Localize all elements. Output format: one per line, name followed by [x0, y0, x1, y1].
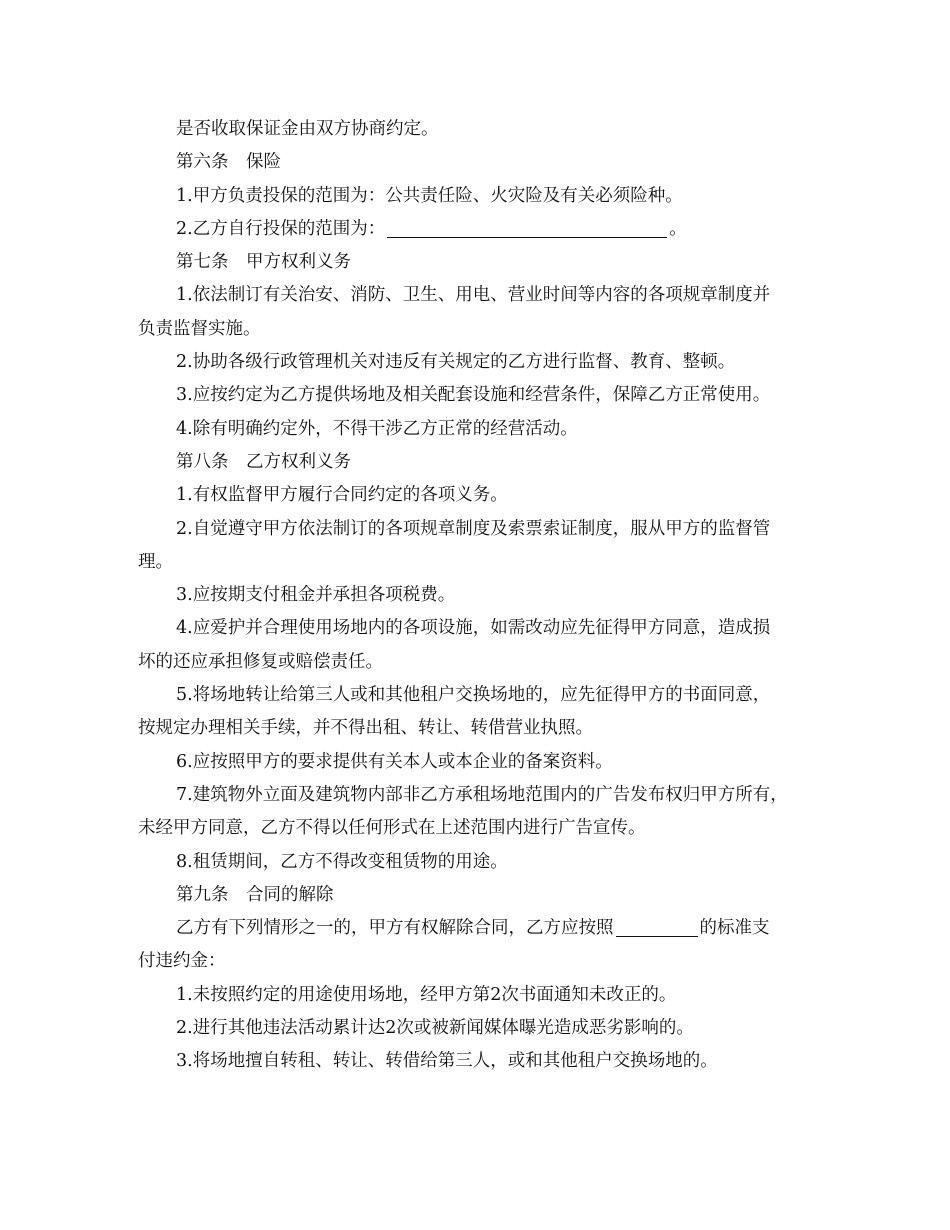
article-8-item-7-cont: 未经甲方同意，乙方不得以任何形式在上述范围内进行广告宣传。 — [138, 818, 646, 839]
article-8-item-3: 3.应按期支付租金并承担各项税费。 — [176, 585, 456, 606]
article-7-heading: 第七条 甲方权利义务 — [176, 252, 351, 273]
article-9-item-2: 2.进行其他违法活动累计达2次或被新闻媒体曝光造成恶劣影响的。 — [176, 1018, 694, 1039]
article-8-item-4-cont: 坏的还应承担修复或赔偿责任。 — [138, 651, 383, 672]
article-8-item-7: 7.建筑物外立面及建筑物内部非乙方承租场地范围内的广告发布权归甲方所有， — [176, 784, 788, 805]
article-8-item-5: 5.将场地转让给第三人或和其他租户交换场地的，应先征得甲方的书面同意， — [176, 685, 771, 706]
article-8-item-8: 8.租赁期间，乙方不得改变租赁物的用途。 — [176, 851, 508, 872]
article-9-item-1: 1.未按照约定的用途使用场地，经甲方第2次书面通知未改正的。 — [176, 984, 677, 1005]
article-6-heading: 第六条 保险 — [176, 152, 281, 173]
insurance-scope-blank — [387, 217, 667, 238]
article-9-intro-text: 乙方有下列情形之一的，甲方有权解除合同，乙方应按照 — [176, 918, 614, 939]
article-9-item-3: 3.将场地擅自转租、转让、转借给第三人，或和其他租户交换场地的。 — [176, 1051, 718, 1072]
article-8-item-4: 4.应爱护并合理使用场地内的各项设施，如需改动应先征得甲方同意，造成损 — [176, 618, 771, 639]
article-9-intro-cont: 付违约金： — [138, 951, 226, 972]
article-7-item-1-cont: 负责监督实施。 — [138, 318, 261, 339]
article-7-item-2: 2.协助各级行政管理机关对违反有关规定的乙方进行监督、教育、整顿。 — [176, 352, 736, 373]
penalty-standard-blank — [616, 916, 698, 937]
paragraph-deposit-note: 是否收取保证金由双方协商约定。 — [176, 119, 439, 139]
article-8-item-5-cont: 按规定办理相关手续，并不得出租、转让、转借营业执照。 — [138, 718, 593, 739]
article-7-item-1: 1.依法制订有关治安、消防、卫生、用电、营业时间等内容的各项规章制度并 — [176, 285, 771, 306]
article-6-item-2 — [138, 213, 828, 246]
article-6-item-2-text: 2.乙方自行投保的范围为： — [176, 218, 386, 239]
article-6-item-1: 1.甲方负责投保的范围为：公共责任险、火灾险及有关必须险种。 — [176, 185, 683, 206]
article-8-item-2: 2.自觉遵守甲方依法制订的各项规章制度及索票索证制度，服从甲方的监督管 — [176, 518, 771, 539]
article-6-item-2-end: 。 — [669, 218, 687, 239]
article-8-item-1: 1.有权监督甲方履行合同约定的各项义务。 — [176, 485, 508, 506]
article-9-intro — [138, 912, 828, 945]
contract-body — [138, 113, 828, 1079]
article-9-intro-end: 的标准支 — [699, 918, 770, 939]
article-8-item-2-cont: 理。 — [138, 551, 173, 572]
article-7-item-4: 4.除有明确约定外，不得干涉乙方正常的经营活动。 — [176, 418, 578, 439]
article-8-item-6: 6.应按照甲方的要求提供有关本人或本企业的备案资料。 — [176, 751, 613, 772]
article-9-heading: 第九条 合同的解除 — [176, 884, 334, 905]
article-7-item-3: 3.应按约定为乙方提供场地及相关配套设施和经营条件，保障乙方正常使用。 — [176, 385, 771, 406]
article-8-heading: 第八条 乙方权利义务 — [176, 451, 351, 472]
